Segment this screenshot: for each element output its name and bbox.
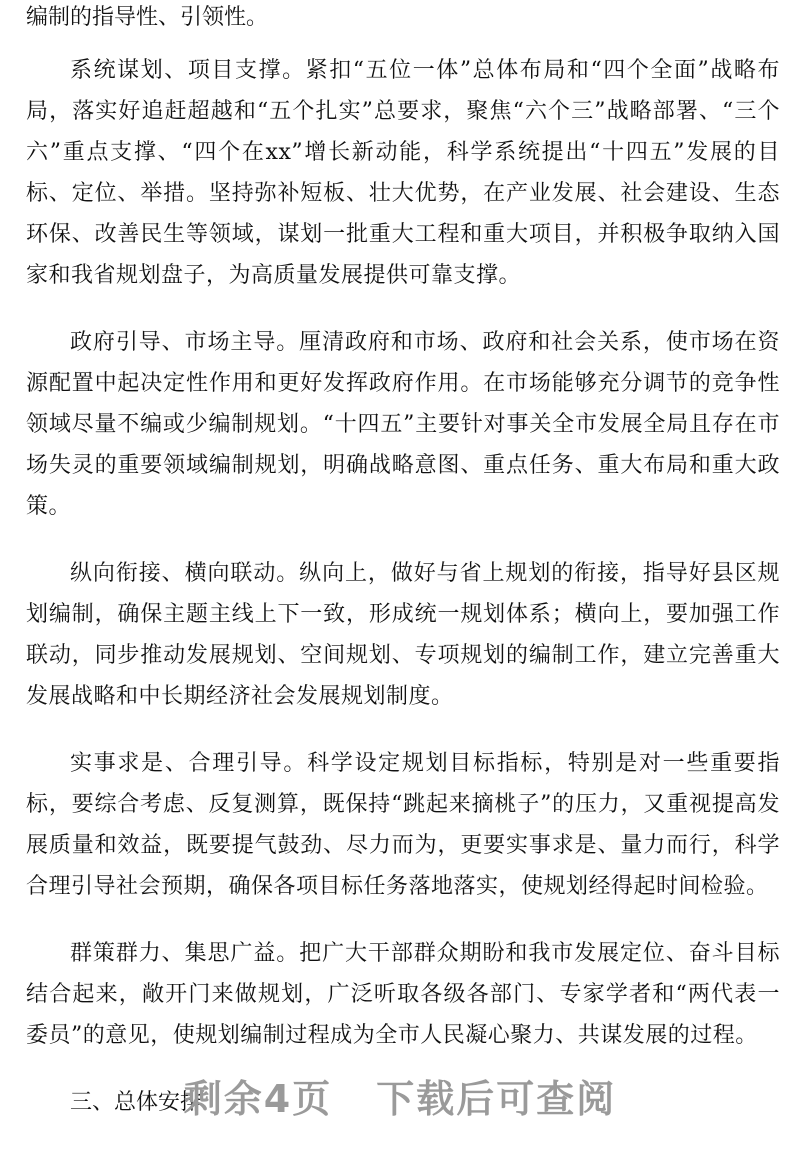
paragraph-vertical-horizontal: 纵向衔接、横向联动。纵向上，做好与省上规划的衔接，指导好县区规划编制，确保主题主线上下一致，形成统一规划体系；横向上，要加强工作联动，同步推动发展规划、空间规划、专项规划的编制工作，建立完善重大发展战略和中长期经济社会发展规划制度。 bbox=[26, 561, 780, 709]
section-heading: 三、总体安排 bbox=[70, 1090, 203, 1115]
download-hint-text: 下载后可查阅 bbox=[376, 1077, 617, 1121]
paragraph-collective-wisdom: 群策群力、集思广益。把广大干部群众期盼和我市发展定位、奋斗目标结合起来，敞开门来做规划，广泛听取各级各部门、专家学者和“两代表一委员”的意见，使规划编制过程成为全市人民凝心聚力、共谋发展的过程。 bbox=[26, 941, 780, 1048]
download-notice[interactable] bbox=[0, 1068, 800, 1123]
continuation-line: 编制的指导性、引领性。 bbox=[26, 5, 269, 30]
remaining-pages-text: 剩余4页 bbox=[183, 1077, 333, 1121]
paragraph-system-planning: 系统谋划、项目支撑。紧扣“五位一体”总体布局和“四个全面”战略布局，落实好追赶超越和“五个扎实”总要求，聚焦“六个三”战略部署、“三个六”重点支撑、“四个在xx”增长新动能，科学系统提出“十四五”发展的目标、定位、举措。坚持弥补短板、壮大优势，在产业发展、社会建设、生态环保、改善民生等领域，谋划一批重大工程和重大项目，并积极争取纳入国家和我省规划盘子，为高质量发展提供可靠支撑。 bbox=[26, 58, 780, 288]
document-body bbox=[26, 0, 780, 1123]
paragraph-seek-truth: 实事求是、合理引导。科学设定规划目标指标，特别是对一些重要指标，要综合考虑、反复测算，既保持“跳起来摘桃子”的压力，又重视提高发展质量和效益，既要提气鼓劲、尽力而为，更要实事求是、量力而行，科学合理引导社会预期，确保各项目标任务落地落实，使规划经得起时间检验。 bbox=[26, 751, 780, 899]
paragraph-government-guidance: 政府引导、市场主导。厘清政府和市场、政府和社会关系，使市场在资源配置中起决定性作用和更好发挥政府作用。在市场能够充分调节的竞争性领域尽量不编或少编制规划。“十四五”主要针对事关全市发展全局且存在市场失灵的重要领域编制规划，明确战略意图、重点任务、重大布局和重大政策。 bbox=[26, 330, 780, 519]
